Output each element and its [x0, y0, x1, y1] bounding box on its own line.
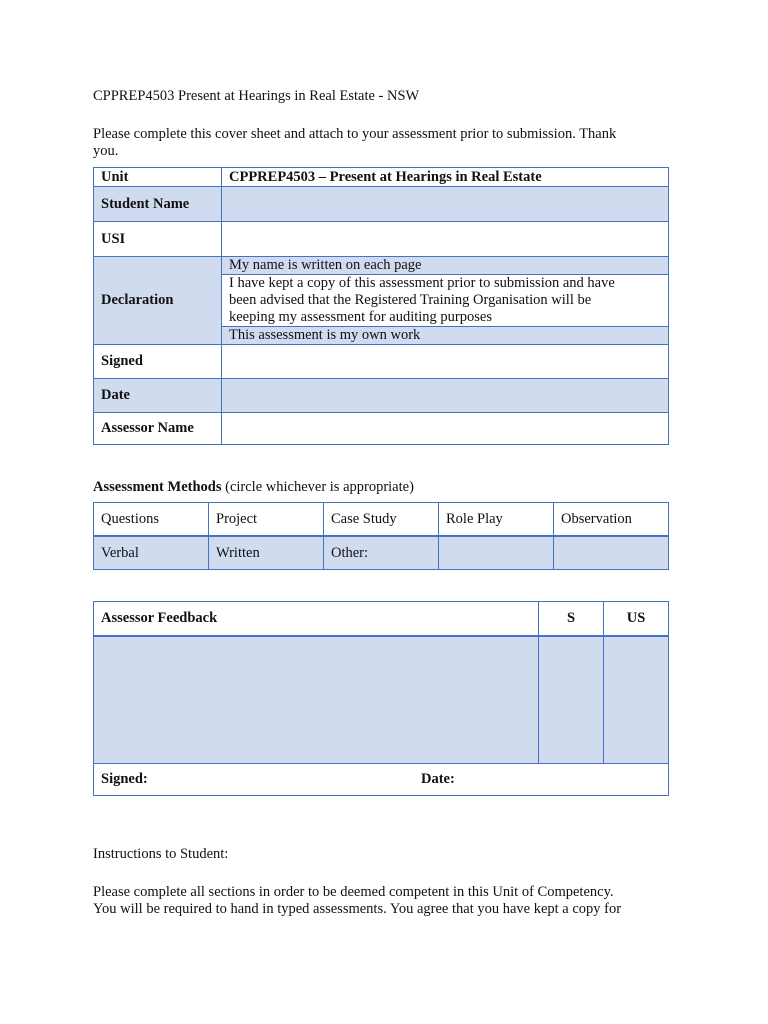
assessor-name-label: Assessor Name: [94, 413, 222, 445]
declaration-line: I have kept a copy of this assessment prior to submission and have: [229, 275, 615, 291]
method-role-play[interactable]: Role Play: [439, 503, 554, 537]
method-project[interactable]: Project: [209, 503, 324, 537]
method-blank-cell: [439, 536, 554, 570]
instructions-line-2: You will be required to hand in typed assessments. You agree that you have kept a copy for: [93, 901, 622, 917]
method-questions[interactable]: Questions: [94, 503, 209, 537]
feedback-sign-row: [94, 764, 669, 796]
declaration-item: My name is written on each page: [222, 257, 668, 275]
signed-field[interactable]: [222, 345, 669, 379]
student-name-field[interactable]: [222, 187, 669, 222]
assessment-methods-table: [93, 502, 669, 570]
method-observation[interactable]: Observation: [554, 503, 669, 537]
signed-label: Signed: [94, 345, 222, 379]
declaration-item: This assessment is my own work: [222, 327, 668, 344]
feedback-signed-label: Signed:: [101, 771, 148, 787]
method-other[interactable]: Other:: [324, 536, 439, 570]
method-case-study[interactable]: Case Study: [324, 503, 439, 537]
date-label: Date: [94, 379, 222, 413]
declaration-line: keeping my assessment for auditing purposes: [229, 309, 492, 325]
satisfactory-column-header: S: [539, 602, 604, 637]
satisfactory-mark-field[interactable]: [539, 636, 604, 764]
date-field[interactable]: [222, 379, 669, 413]
assessment-methods-heading: [93, 479, 414, 496]
student-name-label: Student Name: [94, 187, 222, 222]
feedback-date-label: Date:: [421, 771, 455, 787]
method-verbal[interactable]: Verbal: [94, 536, 209, 570]
instructions-line-1: Please complete all sections in order to be deemed competent in this Unit of Competency.: [93, 884, 614, 900]
method-blank-cell: [554, 536, 669, 570]
document-title: CPPREP4503 Present at Hearings in Real Estate - NSW: [93, 88, 420, 104]
unsatisfactory-column-header: US: [604, 602, 669, 637]
declaration-label: Declaration: [94, 257, 222, 345]
unsatisfactory-mark-field[interactable]: [604, 636, 669, 764]
intro-text-line-2: you.: [93, 143, 119, 159]
assessor-feedback-table: [93, 601, 669, 796]
unit-value: CPPREP4503 – Present at Hearings in Real Estate: [222, 168, 669, 187]
declaration-list: [222, 257, 669, 345]
usi-field[interactable]: [222, 222, 669, 257]
assessor-feedback-field[interactable]: [94, 636, 539, 764]
declaration-line: been advised that the Registered Training Organisation will be: [229, 292, 592, 308]
assessor-feedback-heading: Assessor Feedback: [94, 602, 539, 637]
intro-text-line-1: Please complete this cover sheet and attach to your assessment prior to submission. Thank: [93, 126, 617, 142]
assessment-methods-heading-note: (circle whichever is appropriate): [221, 479, 414, 495]
assessment-methods-heading-bold: Assessment Methods: [93, 479, 222, 495]
method-written[interactable]: Written: [209, 536, 324, 570]
assessor-name-field[interactable]: [222, 413, 669, 445]
unit-label: Unit: [94, 168, 222, 187]
cover-sheet-table: [93, 167, 669, 445]
instructions-heading: Instructions to Student:: [93, 846, 229, 862]
declaration-item: [222, 275, 668, 327]
usi-label: USI: [94, 222, 222, 257]
